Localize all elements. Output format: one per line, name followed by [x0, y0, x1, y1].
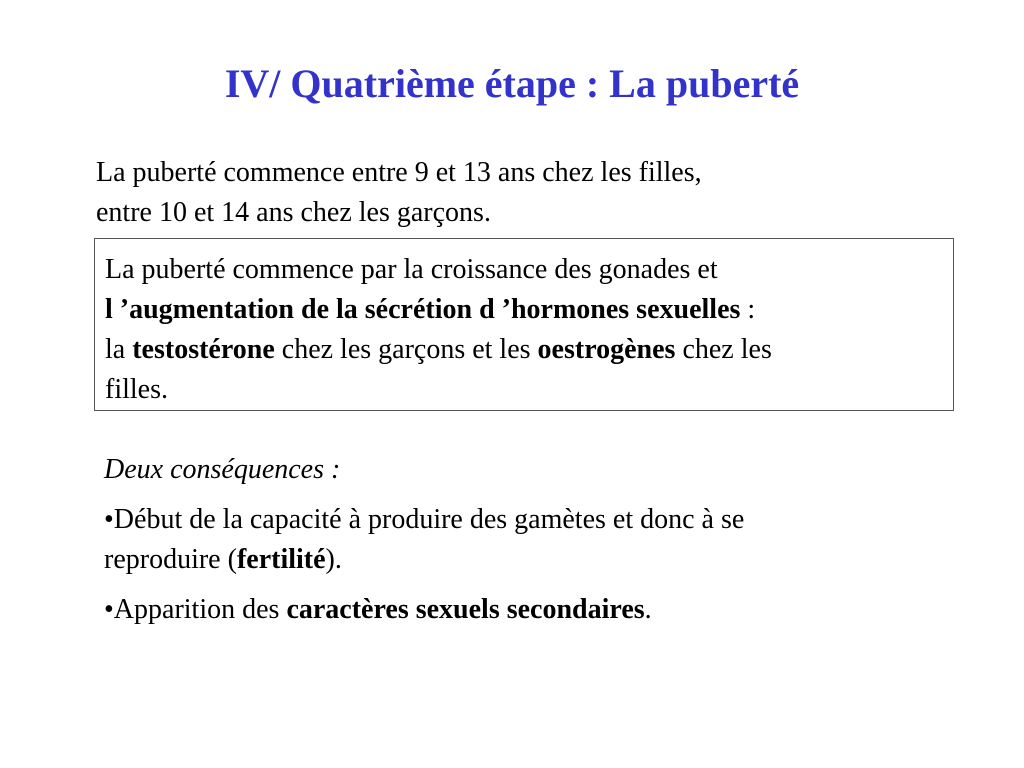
slide-title: IV/ Quatrième étape : La puberté: [224, 61, 800, 106]
bullet-bold-caracteres: caractères sexuels secondaires: [286, 594, 645, 625]
hormones-box: [94, 238, 954, 411]
box-line-4: filles.: [105, 374, 168, 405]
box-line-1: La puberté commence par la croissance des gonades et: [105, 254, 718, 285]
box-line-3-start: la: [105, 334, 133, 365]
bullet-1-line-2: [104, 540, 964, 580]
box-line-3-mid: chez les garçons et les: [274, 334, 538, 365]
box-line-3-end: chez les: [675, 334, 772, 365]
box-line-2: [105, 290, 943, 330]
bullet-secondary-characteristics: [104, 590, 964, 630]
bullet-1-line-2-start: reproduire (: [104, 544, 237, 575]
consequences-heading: Deux conséquences :: [104, 454, 341, 485]
bullet-1-line-1: •Début de la capacité à produire des gamètes et donc à se: [104, 504, 745, 535]
bullet-2-line: [104, 590, 964, 630]
box-bold-hormones: l ’augmentation de la sécrétion d ’hormones sexuelles: [105, 294, 741, 325]
box-line-2-colon: :: [740, 294, 756, 325]
box-bold-oestrogenes: oestrogènes: [537, 334, 676, 365]
intro-paragraph: [96, 153, 936, 233]
bullet-bold-fertilite: fertilité: [236, 544, 326, 575]
bullet-2-end: .: [644, 594, 652, 625]
box-line-3: [105, 330, 943, 370]
bullet-fertility: [104, 500, 964, 580]
consequences-section: [104, 450, 964, 640]
intro-line-1: La puberté commence entre 9 et 13 ans chez les filles,: [96, 157, 702, 188]
bullet-2-start: •Apparition des: [104, 594, 287, 625]
box-bold-testosterone: testostérone: [132, 334, 275, 365]
bullet-1-line-2-end: ).: [325, 544, 342, 575]
intro-line-2: entre 10 et 14 ans chez les garçons.: [96, 197, 491, 228]
